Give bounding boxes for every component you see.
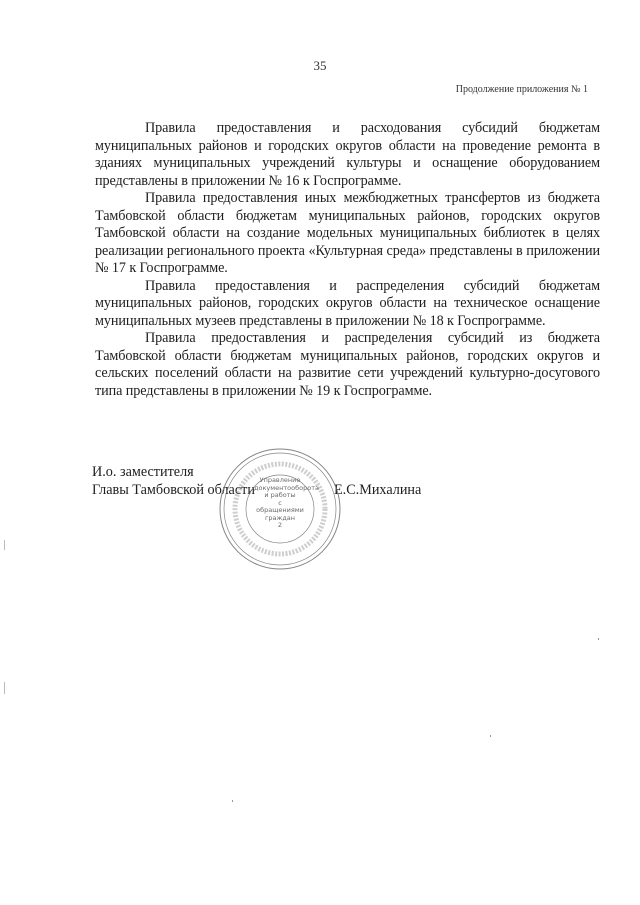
signature-block: [92, 463, 592, 499]
paragraph: Правила предоставления и распределения субсидий бюджетам муниципальных районов, городских округов области на техническое оснащение муниципальных музеев представлены в приложении № 18 к Госпрограмме.: [95, 277, 600, 329]
paragraph: Правила предоставления и расходования субсидий бюджетам муниципальных районов и городских округов области на проведение ремонта в зданиях муниципальных учреждений культуры и оснащение оборудованием представлены в приложении № 16 к Госпрограмме.: [95, 120, 600, 189]
stamp-inner-text: Управление документооборота и работы с обращениями граждан 2: [254, 476, 319, 529]
paragraph: Правила предоставления и распределения субсидий из бюджета Тамбовской области бюджетам муниципальных районов, городских округов и сельских поселений области на развитие сети учреждений культурно-досугового типа представлены в приложении № 19 к Госпрограмме.: [95, 330, 600, 399]
signer-title-line2: Главы Тамбовской области: [92, 482, 255, 498]
scan-mark: [4, 540, 5, 550]
scan-dot: [490, 735, 491, 737]
continuation-note: Продолжение приложения № 1: [455, 84, 588, 95]
signer-title-line1: И.о. заместителя: [92, 464, 194, 480]
document-body: [95, 120, 600, 400]
scan-dot: [598, 638, 599, 640]
scan-mark: [4, 682, 5, 694]
paragraph: Правила предоставления иных межбюджетных трансфертов из бюджета Тамбовской области бюджетам муниципальных районов, городских округов Тамбовской области на создание модельных муниципальных библиотек в целях реализации регионального проекта «Культурная среда» представлены в приложении № 17 к Госпрограмме.: [95, 190, 600, 276]
signer-name: Е.С.Михалина: [334, 482, 422, 498]
page-number: 35: [313, 58, 327, 73]
scan-dot: [232, 800, 233, 802]
official-stamp: [218, 447, 342, 571]
